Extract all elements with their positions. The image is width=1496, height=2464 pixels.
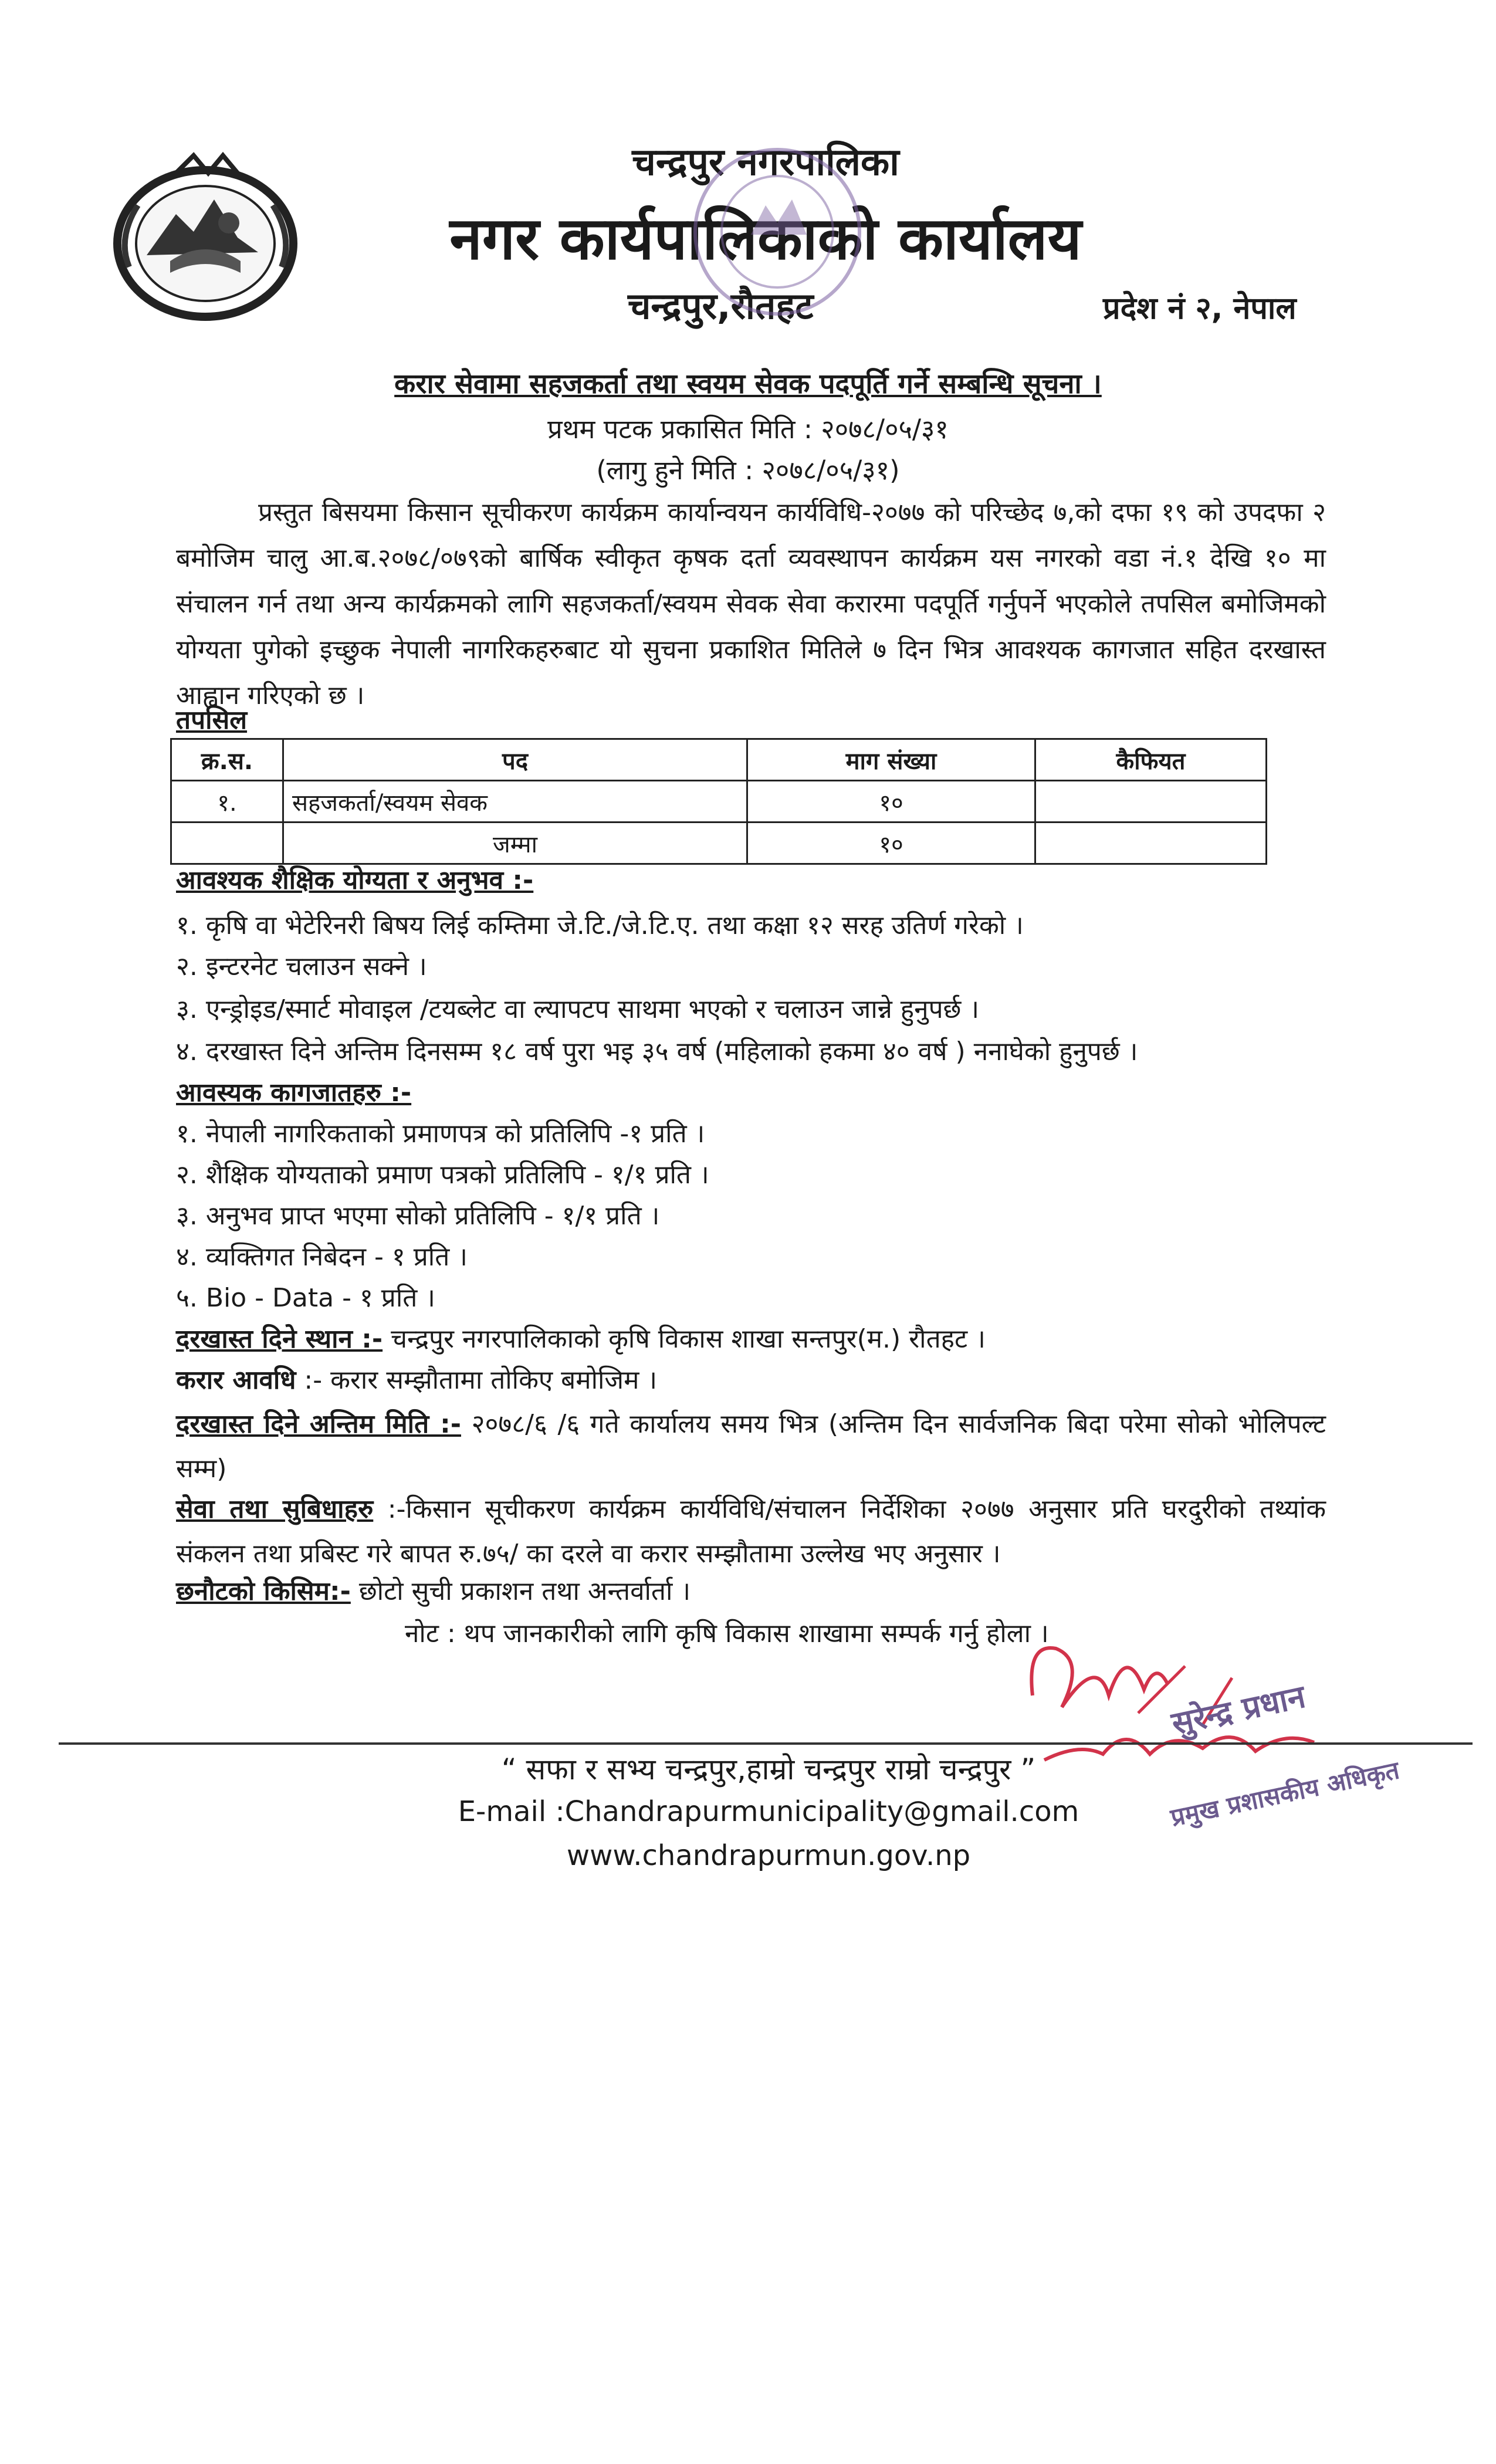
col-header-remarks: कैफियत <box>1035 739 1267 781</box>
notice-body: प्रस्तुत बिसयमा किसान सूचीकरण कार्यक्रम कार्यान्वयन कार्यविधि-२०७७ को परिच्छेद ७,को दफा १९ को उपदफा २ बमोजिम चालु आ.ब.२०७८/०७९को बार्षिक स्वीकृत कृषक दर्ता व्यवस्थापन कार्यक्रम यस नगरको वडा नं.१ देखि १० मा संचालन गर्न तथा अन्य कार्यक्रमको लागि सहजकर्ता/स्वयम सेवक सेवा करारमा पदपूर्ति गर्नुपर्ने भएकोले तपसिल बमोजिमको योग्यता पुगेको इच्छुक नेपाली नागरिकहरुबाट यो सुचना प्रकाशित मितिले ७ दिन भित्र आवश्यक कागजात सहित दरखास्त आह्वान गरिएको छ । <box>176 497 1326 710</box>
contract-term-label: करार आवधि <box>176 1365 296 1395</box>
cell-post: सहजकर्ता/स्वयम सेवक <box>283 781 747 823</box>
service-benefits-label: सेवा तथा सुबिधाहरु <box>176 1494 374 1524</box>
cell-total-value: १० <box>747 823 1035 864</box>
col-header-demand: माग संख्या <box>747 739 1035 781</box>
selection-method-label: छनौटको किसिम:- <box>176 1576 351 1606</box>
office-stamp <box>681 135 874 329</box>
office-location: चन्द्रपुर,रौतहट <box>628 285 814 327</box>
cell-sn: १. <box>171 781 283 823</box>
application-place <box>176 1320 1326 1355</box>
footer-slogan: “ सफा र सभ्य चन्द्रपुर,हाम्रो चन्द्रपुर राम्रो चन्द्रपुर ” <box>501 1752 1036 1786</box>
table-header-row <box>171 739 1267 781</box>
col-header-sn: क्र.स. <box>171 739 283 781</box>
province-label: प्रदेश नं २, नेपाल <box>1103 291 1297 326</box>
cell-demand: १० <box>747 781 1035 823</box>
qualifications-heading: आवश्यक शैक्षिक योग्यता र अनुभव :- <box>176 865 534 895</box>
effective-date: (लागु हुने मिति : २०७८/०५/३१) <box>596 455 900 486</box>
documents-heading: आवस्यक कागजातहरु :- <box>176 1078 412 1108</box>
footer-email: E-mail :Chandrapurmunicipality@gmail.com <box>458 1795 1079 1828</box>
vacancy-table <box>170 738 1267 865</box>
service-benefits-value: :-किसान सूचीकरण कार्यक्रम कार्यविधि/संचालन निर्देशिका २०७७ अनुसार प्रति घरदुरीको तथ्यांक संकलन तथा प्रबिस्ट गरे बापत रु.७५/ का दरले वा करार सम्झौतामा उल्लेख भए अनुसार । <box>176 1494 1326 1569</box>
document-item: ३. अनुभव प्राप्त भएमा सोको प्रतिलिपि - १/१ प्रति । <box>176 1201 660 1231</box>
cell-total-label: जम्मा <box>283 823 747 864</box>
contact-note: नोट : थप जानकारीको लागि कृषि विकास शाखामा सम्पर्क गर्नु होला । <box>405 1619 1049 1649</box>
qualification-item: ३. एन्ड्रोइड/स्मार्ट मोवाइल /टयब्लेट वा ल्यापटप साथमा भएको र चलाउन जान्ने हुनुपर्छ । <box>176 994 980 1024</box>
application-deadline-value: २०७८/६ /६ गते कार्यालय समय भित्र (अन्तिम दिन सार्वजनिक बिदा परेमा सोको भोलिपल्ट सम्म) <box>176 1409 1326 1484</box>
application-place-label: दरखास्त दिने स्थान :- <box>176 1324 383 1354</box>
col-header-post: पद <box>283 739 747 781</box>
cell-empty <box>1035 823 1267 864</box>
qualification-item: १. कृषि वा भेटेरिनरी बिषय लिई कम्तिमा जे.टि./जे.टि.ए. तथा कक्षा १२ सरह उतिर्ण गरेको । <box>176 911 1024 940</box>
document-item: ५. Bio - Data - १ प्रति । <box>176 1283 435 1313</box>
tapsil-heading: तपसिल <box>176 705 248 735</box>
application-deadline-label: दरखास्त दिने अन्तिम मिति :- <box>176 1409 461 1439</box>
selection-method <box>176 1572 1326 1607</box>
office-name: नगर कार्यपालिकाको कार्यालय <box>449 204 1082 273</box>
service-benefits <box>176 1487 1326 1576</box>
document-item: १. नेपाली नागरिकताको प्रमाणपत्र को प्रतिलिपि -१ प्रति । <box>176 1119 705 1149</box>
footer-divider <box>59 1742 1473 1745</box>
officer-name-seal: सुरेन्द्र प्रधान <box>1168 1677 1309 1742</box>
contract-term-value: :- करार सम्झौतामा तोकिए बमोजिम । <box>296 1365 658 1395</box>
document-item: २. शैक्षिक योग्यताको प्रमाण पत्रको प्रतिलिपि - १/१ प्रति । <box>176 1160 709 1190</box>
published-date: प्रथम पटक प्रकासित मिति : २०७८/०५/३१ <box>547 414 949 445</box>
officer-title-seal: प्रमुख प्रशासकीय अधिकृत <box>1168 1755 1402 1832</box>
document-item: ४. व्यक्तिगत निबेदन - १ प्रति । <box>176 1242 468 1272</box>
table-row <box>171 781 1267 823</box>
application-deadline <box>176 1402 1326 1491</box>
contract-term <box>176 1361 1326 1396</box>
qualification-item: २. इन्टरनेट चलाउन सक्ने । <box>176 952 427 981</box>
qualification-item: ४. दरखास्त दिने अन्तिम दिनसम्म १८ वर्ष पुरा भइ ३५ वर्ष (महिलाको हकमा ४० वर्ष ) ननाघेको हुनुपर्छ । <box>176 1037 1138 1067</box>
cell-remarks <box>1035 781 1267 823</box>
municipality-name: चन्द्रपुर नगरपालिका <box>632 141 899 184</box>
selection-method-value: छोटो सुची प्रकाशन तथा अन्तर्वार्ता । <box>350 1576 691 1606</box>
application-place-value: चन्द्रपुर नगरपालिकाको कृषि विकास शाखा सन्तपुर(म.) रौतहट । <box>383 1324 986 1354</box>
notice-title: करार सेवामा सहजकर्ता तथा स्वयम सेवक पदपूर्ति गर्ने सम्बन्धि सूचना । <box>394 368 1102 400</box>
table-total-row <box>171 823 1267 864</box>
cell-empty <box>171 823 283 864</box>
footer-website: www.chandrapurmun.gov.np <box>566 1839 971 1872</box>
